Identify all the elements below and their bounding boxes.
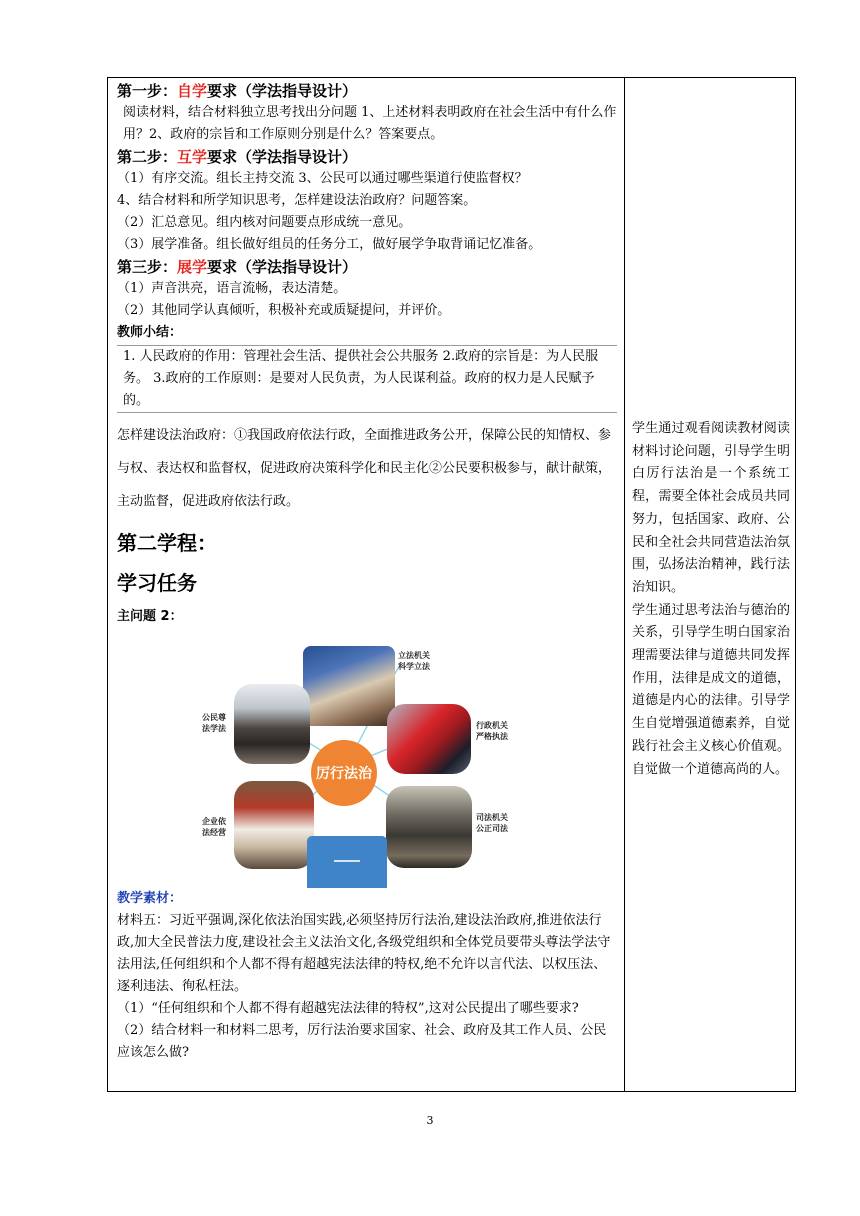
material-text: 材料五：习近平强调,深化依法治国实践,必须坚持厉行法治,建设法治政府,推进依法行政,加大全民普法力度,建设社会主义法治文化,各级党组织和全体党员要带头尊法学法守法用法,任何组织和个人都不得有超越宪法法律的特权,绝不允许以言代法、以权压法、逐利违法、徇私枉法。 (117, 913, 611, 994)
caption-enterprise: 企业依 法经营 (202, 817, 226, 837)
step2-line: 4、结合材料和所学知识思考，怎样建设法治政府？问题答案。 (117, 193, 477, 208)
caption-legislature: 立法机关 科学立法 (398, 651, 430, 671)
center-circle (311, 740, 377, 806)
question-1: （1）“任何组织和个人都不得有超越宪法法律的特权”,这对公民提出了哪些要求? (117, 1001, 579, 1016)
step2-line: （3）展学准备。组长做好组员的任务分工，做好展学争取背诵记忆准备。 (117, 237, 542, 252)
step1-text: 阅读材料，结合材料独立思考找出分问题 1、上述材料表明政府在社会生活中有什么作用？2、政府的宗旨和工作原则分别是什么？答案要点。 (123, 105, 617, 142)
step2-heading: 第二步：互学要求（学法指导设计） (117, 148, 358, 166)
right-paragraph-2: 学生通过思考法治与德治的关系，引导学生明白国家治理需要法律与道德共同发挥作用，法律是成文的道德，道德是内心的法律。引导学生自觉增强道德素养，自觉践行社会主义核心价值观。自觉做一个道德高尚的人。 (632, 602, 790, 777)
police-photo (387, 704, 471, 774)
citizens-photo (234, 684, 310, 764)
question-2: （2）结合材料一和材料二思考，厉行法治要求国家、社会、政府及其工作人员、公民应该怎么做? (117, 1023, 607, 1060)
left-column (117, 80, 617, 1064)
step1-heading: 第一步：自学要求（学法指导设计） (117, 82, 358, 100)
heading-task: 学习任务 (117, 571, 197, 595)
court-photo (386, 786, 472, 868)
center-label: 厉行法治 (316, 766, 372, 782)
summary-box (117, 345, 617, 413)
step3-line: （1）声音洪亮，语言流畅，表达清楚。 (117, 281, 347, 296)
step3-heading: 第三步：展学要求（学法指导设计） (117, 258, 358, 276)
material-title: 教学素材： (117, 891, 183, 906)
enterprise-photo (234, 781, 314, 869)
right-paragraph-1: 学生通过观看阅读教材阅读材料讨论问题，引导学生明白厉行法治是一个系统工程，需要全体社会成员共同努力，包括国家、政府、公民和全社会共同营造法治氛围，弘扬法治精神，践行法治知识。 (632, 421, 790, 595)
blue-card-dots (334, 860, 360, 862)
column-divider (624, 78, 625, 1091)
summary-title: 教师小结： (117, 325, 183, 340)
caption-citizens: 公民尊 法学法 (202, 713, 226, 733)
right-column (632, 418, 790, 781)
step2-line: （1）有序交流。组长主持交流 3、公民可以通过哪些渠道行使监督权？ (117, 171, 528, 186)
step2-line: （2）汇总意见。组内核对问题要点形成统一意见。 (117, 215, 412, 230)
lesson-table (107, 77, 796, 1092)
legislature-photo (303, 646, 395, 726)
blue-card (307, 836, 387, 888)
caption-judiciary: 司法机关 公正司法 (476, 813, 508, 833)
heading-second: 第二学程： (117, 531, 217, 555)
caption-administration: 行政机关 严格执法 (476, 721, 508, 741)
rule-of-law-figure (198, 646, 508, 888)
page-number: 3 (426, 1114, 434, 1127)
rule-of-law-text: 怎样建设法治政府：①我国政府依法行政，全面推进政务公开，保障公民的知情权、参与权、表达权和监督权，促进政府决策科学化和民主化②公民要积极参与，献计献策，主动监督，促进政府依法行政。 (117, 428, 612, 509)
summary-text: 1. 人民政府的作用：管理社会生活、提供社会公共服务 2.政府的宗旨是：为人民服务。 3.政府的工作原则：是要对人民负责，为人民谋利益。政府的权力是人民赋予的。 (123, 349, 599, 408)
step3-line: （2）其他同学认真倾听，积极补充或质疑提问，并评价。 (117, 303, 451, 318)
question-2-label: 主问题 2： (117, 609, 183, 624)
